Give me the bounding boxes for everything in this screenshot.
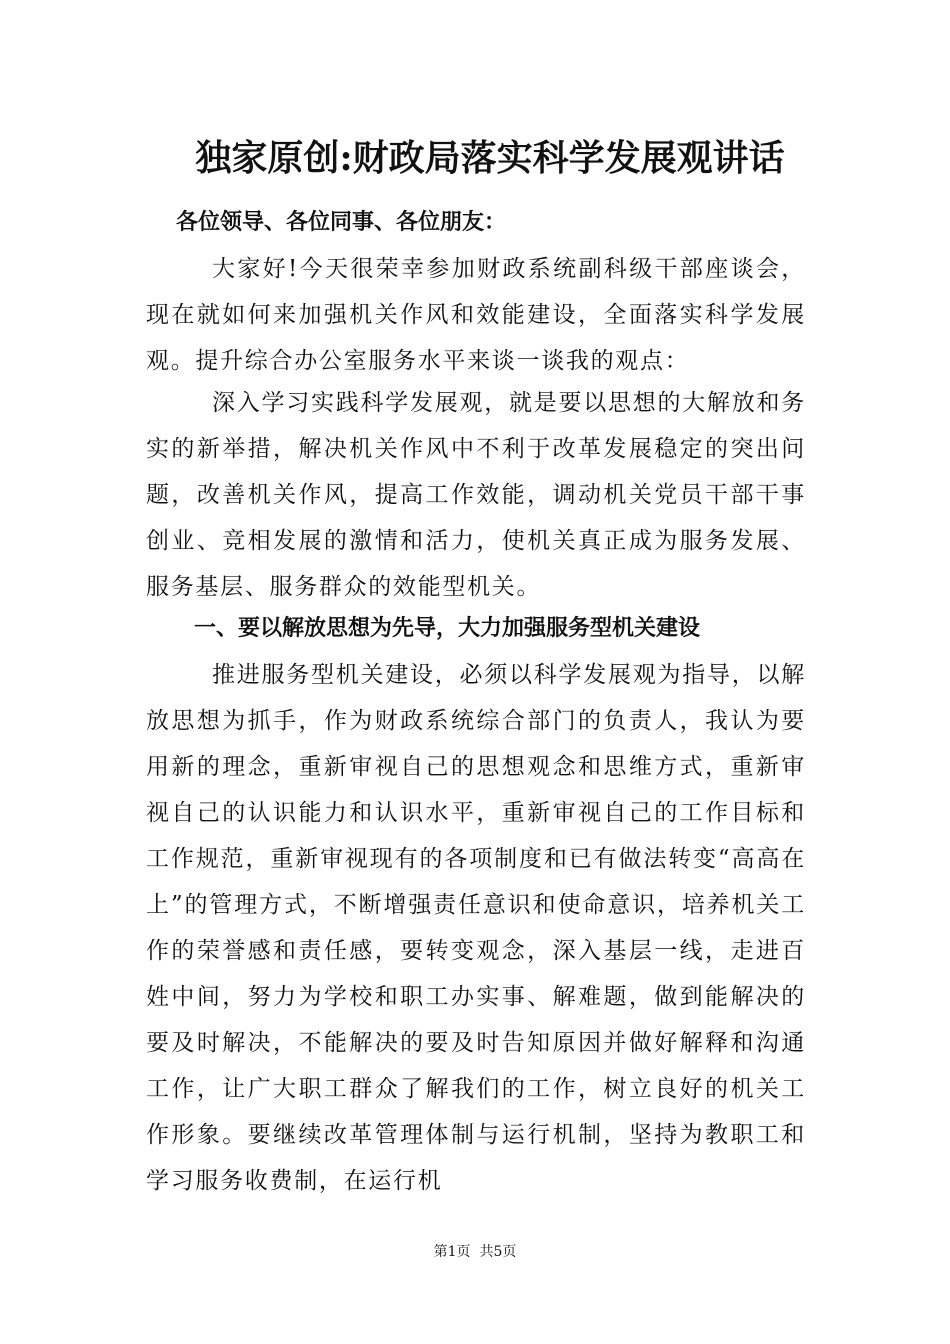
body-paragraph: 深入学习实践科学发展观，就是要以思想的大解放和务实的新举措，解决机关作风中不利于改革发展稳定的突出问题，改善机关作风，提高工作效能，调动机关党员干部干事创业、竞相发展的激情和活力，使机关真正成为服务发展、服务基层、服务群众的效能型机关。	[146, 390, 806, 600]
body-paragraph: 推进服务型机关建设，必须以科学发展观为指导，以解放思想为抓手，作为财政系统综合部门的负责人，我认为要用新的理念，重新审视自己的思想观念和思维方式，重新审视自己的认识能力和认识水平，重新审视自己的工作目标和工作规范，重新审视现有的各项制度和已有做法转变“高高在上”的管理方式，不断增强责任意识和使命意识，培养机关工作的荣誉感和责任感，要转变观念，深入基层一线，走进百姓中间，努力为学校和职工办实事、解难题，做到能解决的要及时解决，不能解决的要及时告知原因并做好解释和沟通工作，让广大职工群众了解我们的工作，树立良好的机关工作形象。要继续改革管理体制与运行机制，坚持为教职工和学习服务收费制，在运行机	[146, 662, 806, 1194]
document-title: 独家原创:财政局落实科学发展观讲话	[195, 137, 785, 179]
section-heading: 一、要以解放思想为先导，大力加强服务型机关建设	[194, 616, 701, 641]
page-indicator: 第1页 共5页	[433, 1244, 517, 1260]
salutation: 各位领导、各位同事、各位朋友：	[176, 210, 507, 235]
body-paragraph: 大家好!今天很荣幸参加财政系统副科级干部座谈会，现在就如何来加强机关作风和效能建设，全面落实科学发展观。提升综合办公室服务水平来谈一谈我的观点：	[146, 256, 806, 374]
